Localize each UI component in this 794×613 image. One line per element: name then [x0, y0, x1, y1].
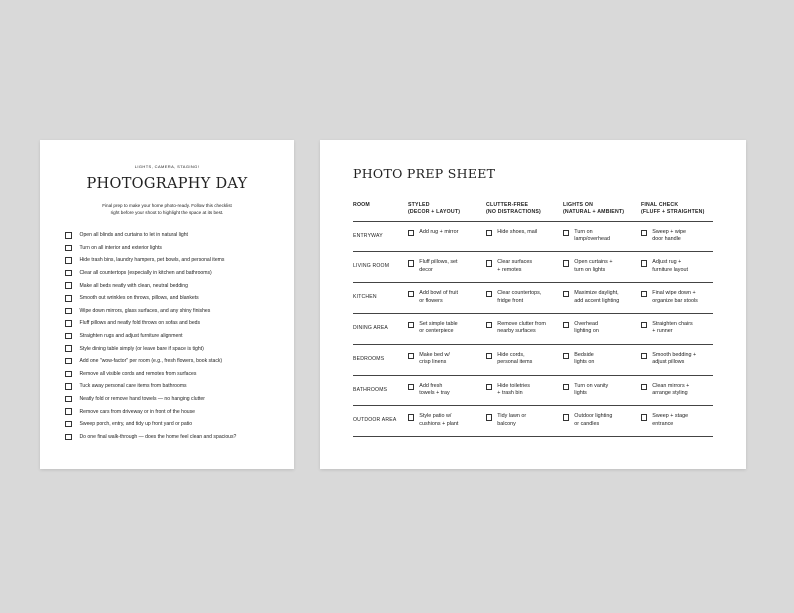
row-divider [353, 344, 713, 345]
checklist-item[interactable] [65, 279, 286, 292]
task-line: or flowers [419, 297, 443, 304]
checkbox[interactable] [486, 353, 492, 359]
task-line: Clean mirrors + [652, 382, 690, 389]
task-line: Hide shoes, mail [497, 228, 538, 235]
checkbox[interactable] [65, 396, 72, 403]
task-cell-clutter[interactable] [486, 383, 530, 398]
row-divider [353, 436, 713, 437]
task-text [574, 321, 599, 336]
column-header-lights-on [563, 202, 624, 216]
task-cell-clutter[interactable] [486, 229, 537, 236]
checkbox[interactable] [563, 353, 569, 359]
checkbox[interactable] [65, 371, 72, 378]
room-label: BATHROOMS [353, 386, 388, 393]
task-text [652, 259, 688, 274]
checklist-item[interactable] [65, 305, 286, 318]
task-cell-lights[interactable] [563, 413, 612, 428]
task-cell-final[interactable] [641, 321, 693, 336]
checkbox[interactable] [641, 230, 647, 236]
row-divider [353, 313, 713, 314]
checklist-item[interactable] [65, 418, 286, 431]
checkbox[interactable] [65, 408, 72, 415]
task-cell-final[interactable] [641, 413, 688, 428]
task-text [652, 229, 686, 244]
task-line: nearby surfaces [497, 328, 536, 335]
checklist-item-label: Make all beds neatly with clean, neutral bedding [79, 282, 188, 289]
column-header-room [353, 202, 370, 209]
checklist-item[interactable] [65, 431, 286, 444]
task-line: Final wipe down + [652, 290, 696, 297]
checkbox[interactable] [486, 414, 492, 420]
task-text [419, 413, 458, 428]
header-label: STYLED [408, 202, 430, 208]
task-text [574, 413, 612, 428]
task-text [497, 352, 532, 367]
checklist-item[interactable] [65, 317, 286, 330]
task-line: Turn on [574, 228, 593, 235]
task-line: + remotes [497, 266, 522, 273]
task-text [574, 229, 610, 244]
row-divider [353, 405, 713, 406]
checkbox[interactable] [408, 384, 414, 390]
checklist-item[interactable] [65, 380, 286, 393]
task-line: + runner [652, 328, 673, 335]
checklist-item[interactable] [65, 242, 286, 255]
task-cell-clutter[interactable] [486, 259, 532, 274]
task-text [574, 352, 594, 367]
task-line: Style patio w/ [419, 413, 452, 420]
task-cell-clutter[interactable] [486, 413, 526, 428]
checklist-item-label: Hide trash bins, laundry hampers, pet bowls, and personal items [79, 257, 225, 264]
task-line: Straighten chairs [652, 320, 693, 327]
task-line: or centerpiece [419, 328, 454, 335]
task-line: Adjust rug + [652, 259, 682, 266]
task-cell-styled[interactable] [408, 229, 458, 236]
checklist-item-label: Neatly fold or remove hand towels — no hanging clutter [79, 396, 205, 403]
checkbox[interactable] [65, 434, 72, 441]
checklist-item-label: Smooth out wrinkles on throws, pillows, and blankets [79, 295, 199, 302]
checklist [65, 229, 286, 443]
room-label: KITCHEN [353, 294, 377, 301]
task-cell-styled[interactable] [408, 259, 458, 274]
sheet-title: PHOTO PREP SHEET [353, 166, 496, 181]
task-line: lights [574, 389, 587, 396]
checkbox[interactable] [641, 353, 647, 359]
header-sublabel: (DECOR + LAYOUT) [408, 209, 461, 216]
checkbox[interactable] [65, 245, 72, 252]
checkbox[interactable] [65, 358, 72, 365]
task-line: furniture layout [652, 266, 688, 273]
checkbox[interactable] [641, 414, 647, 420]
checklist-item[interactable] [65, 229, 286, 242]
checkbox[interactable] [486, 260, 492, 266]
checkbox[interactable] [65, 308, 72, 315]
task-text [419, 290, 458, 305]
task-line: adjust pillows [652, 359, 685, 366]
checklist-item-label: Sweep porch, entry, and tidy up front yard or patio [79, 421, 193, 428]
task-line: or candles [574, 420, 600, 427]
task-text [419, 321, 457, 336]
checklist-item[interactable] [65, 292, 286, 305]
checkbox[interactable] [408, 260, 414, 266]
checklist-item-label: Wipe down mirrors, glass surfaces, and any shiny finishes [79, 307, 211, 314]
photography-day-sheet [40, 140, 294, 469]
checkbox[interactable] [408, 230, 414, 236]
eyebrow: LIGHTS, CAMERA, STAGING! [134, 164, 200, 169]
task-line: Add fresh [419, 382, 443, 389]
task-line: Make bed w/ [419, 351, 450, 358]
task-line: entrance [652, 420, 674, 427]
task-text [497, 321, 546, 336]
task-line: Remove clutter from [497, 320, 546, 327]
task-text [574, 383, 608, 398]
checklist-item-label: Straighten rugs and adjust furniture alignment [79, 333, 183, 340]
checklist-item[interactable] [65, 405, 286, 418]
header-label: LIGHTS ON [563, 202, 594, 208]
task-cell-clutter[interactable] [486, 352, 532, 367]
checklist-item[interactable] [65, 393, 286, 406]
task-text [419, 229, 458, 236]
room-label: ENTRYWAY [353, 232, 383, 239]
task-line: Outdoor lighting [574, 413, 613, 420]
task-text [497, 290, 541, 305]
checkbox[interactable] [563, 230, 569, 236]
task-line: crisp linens [419, 359, 447, 366]
checklist-item-label: Remove cars from driveway or in front of the house [79, 408, 196, 415]
task-line: Fluff pillows, set [419, 259, 458, 266]
task-line: Clear countertops, [497, 290, 542, 297]
task-line: decor [419, 266, 433, 273]
checkbox[interactable] [563, 384, 569, 390]
room-label: DINING AREA [353, 324, 389, 331]
checkbox[interactable] [486, 322, 492, 328]
room-label: BEDROOMS [353, 355, 385, 362]
checkbox[interactable] [65, 421, 72, 428]
task-cell-final[interactable] [641, 229, 686, 244]
task-cell-final[interactable] [641, 259, 688, 274]
task-text [497, 229, 537, 236]
task-cell-lights[interactable] [563, 290, 619, 305]
task-text [497, 259, 532, 274]
checklist-item-label: Remove all visible cords and remotes from surfaces [79, 370, 197, 377]
task-cell-final[interactable] [641, 383, 689, 398]
task-line: Sweep + wipe [652, 228, 687, 235]
task-text [497, 413, 526, 428]
checklist-item-label: Style dining table simply (or leave bare if space is tight) [79, 345, 204, 352]
task-cell-styled[interactable] [408, 383, 450, 398]
checkbox[interactable] [65, 270, 72, 277]
task-line: add accent lighting [574, 297, 620, 304]
room-label: LIVING ROOM [353, 263, 390, 270]
task-text [652, 352, 696, 367]
task-line: lights on [574, 359, 595, 366]
intro-line: Final prep to make your home photo-ready. Follow this checklist [102, 203, 232, 208]
checkbox[interactable] [65, 257, 72, 264]
task-line: balcony [497, 420, 516, 427]
task-cell-lights[interactable] [563, 321, 599, 336]
task-text [574, 259, 612, 274]
task-cell-styled[interactable] [408, 413, 458, 428]
checklist-item[interactable] [65, 342, 286, 355]
checkbox[interactable] [408, 353, 414, 359]
task-line: cushions + plant [419, 420, 459, 427]
header-sublabel: (NO DISTRACTIONS) [486, 209, 541, 216]
checklist-item-label: Tuck away personal care items from bathrooms [79, 383, 187, 390]
task-line: lighting on [574, 328, 599, 335]
photo-prep-sheet [320, 140, 746, 469]
row-divider [353, 375, 713, 376]
task-line: turn on lights [574, 266, 606, 273]
task-text [652, 413, 688, 428]
task-line: towels + tray [419, 389, 450, 396]
header-label: FINAL CHECK [641, 202, 679, 208]
header-label: ROOM [353, 202, 370, 208]
column-header-clutter-free [486, 202, 541, 216]
task-line: fridge front [497, 297, 524, 304]
task-cell-lights[interactable] [563, 229, 610, 244]
task-line: door handle [652, 235, 681, 242]
task-line: Turn on vanity [574, 382, 609, 389]
row-divider [353, 251, 713, 252]
checklist-item-label: Do one final walk-through — does the home feel clean and spacious? [79, 433, 237, 440]
checkbox[interactable] [486, 230, 492, 236]
task-cell-clutter[interactable] [486, 290, 541, 305]
checkbox[interactable] [563, 322, 569, 328]
checkbox[interactable] [641, 384, 647, 390]
task-cell-lights[interactable] [563, 259, 613, 274]
column-header-final-check [641, 202, 705, 216]
checklist-item[interactable] [65, 368, 286, 381]
task-line: Add rug + mirror [419, 228, 459, 235]
task-cell-lights[interactable] [563, 352, 594, 367]
task-line: Sweep + stage [652, 413, 689, 420]
task-cell-lights[interactable] [563, 383, 608, 398]
page-title: PHOTOGRAPHY DAY [86, 176, 248, 192]
checklist-item-label: Fluff pillows and neatly fold throws on sofas and beds [79, 320, 201, 327]
checkbox[interactable] [408, 322, 414, 328]
checklist-item-label: Turn on all interior and exterior lights [79, 244, 162, 251]
task-line: arrange styling [652, 389, 688, 396]
checkbox[interactable] [65, 320, 72, 327]
task-cell-final[interactable] [641, 352, 696, 367]
task-line: Clear surfaces [497, 259, 533, 266]
checklist-item[interactable] [65, 267, 286, 280]
task-text [574, 290, 619, 305]
checklist-item-label: Clear all countertops (especially in kitchen and bathrooms) [79, 270, 212, 277]
checkbox[interactable] [486, 384, 492, 390]
task-line: Set simple table [419, 320, 458, 327]
task-line: personal items [497, 359, 533, 366]
intro-text [78, 202, 256, 216]
intro-line: right before your shoot to highlight the space at its best. [110, 210, 224, 215]
checklist-item[interactable] [65, 355, 286, 368]
task-line: Hide toiletries [497, 382, 530, 389]
task-line: Smooth bedding + [652, 351, 697, 358]
checkbox[interactable] [65, 345, 72, 352]
task-line: Bedside [574, 351, 594, 358]
checkbox[interactable] [65, 333, 72, 340]
task-text [419, 259, 457, 274]
task-text [419, 383, 449, 398]
checkbox[interactable] [641, 260, 647, 266]
checklist-item-label: Add one "wow-factor" per room (e.g., fresh flowers, book stack) [79, 358, 223, 365]
task-line: lamp/overhead [574, 235, 610, 242]
task-line: Hide cords, [497, 351, 525, 358]
checkbox[interactable] [641, 291, 647, 297]
checklist-item-label: Open all blinds and curtains to let in natural light [79, 232, 188, 239]
header-label: CLUTTER-FREE [486, 202, 529, 208]
checkbox[interactable] [641, 322, 647, 328]
task-cell-styled[interactable] [408, 321, 458, 336]
task-line: Overhead [574, 320, 598, 327]
checklist-item[interactable] [65, 254, 286, 267]
task-line: organize bar stools [652, 297, 698, 304]
column-header-styled [408, 202, 460, 216]
task-cell-final[interactable] [641, 290, 698, 305]
checkbox[interactable] [65, 383, 72, 390]
task-text [652, 383, 689, 398]
checkbox[interactable] [65, 295, 72, 302]
checkbox[interactable] [486, 291, 492, 297]
task-line: Maximize daylight, [574, 290, 619, 297]
task-cell-styled[interactable] [408, 352, 450, 367]
header-sublabel: (FLUFF + STRAIGHTEN) [641, 209, 705, 216]
task-line: Open curtains + [574, 259, 613, 266]
task-text [652, 321, 692, 336]
checkbox[interactable] [65, 282, 72, 289]
header-sublabel: (NATURAL + AMBIENT) [563, 209, 625, 216]
task-text [419, 352, 450, 367]
checkbox[interactable] [563, 291, 569, 297]
task-text [497, 383, 530, 398]
task-cell-styled[interactable] [408, 290, 458, 305]
checklist-item[interactable] [65, 330, 286, 343]
checkbox[interactable] [408, 414, 414, 420]
row-divider [353, 282, 713, 283]
checkbox[interactable] [563, 414, 569, 420]
checkbox[interactable] [563, 260, 569, 266]
row-divider [353, 221, 713, 222]
checkbox[interactable] [65, 232, 72, 239]
task-cell-clutter[interactable] [486, 321, 546, 336]
task-text [652, 290, 698, 305]
task-line: Tidy lawn or [497, 413, 527, 420]
room-label: OUTDOOR AREA [353, 417, 397, 424]
task-line: Add bowl of fruit [419, 290, 458, 297]
task-line: + trash bin [497, 389, 523, 396]
checkbox[interactable] [408, 291, 414, 297]
